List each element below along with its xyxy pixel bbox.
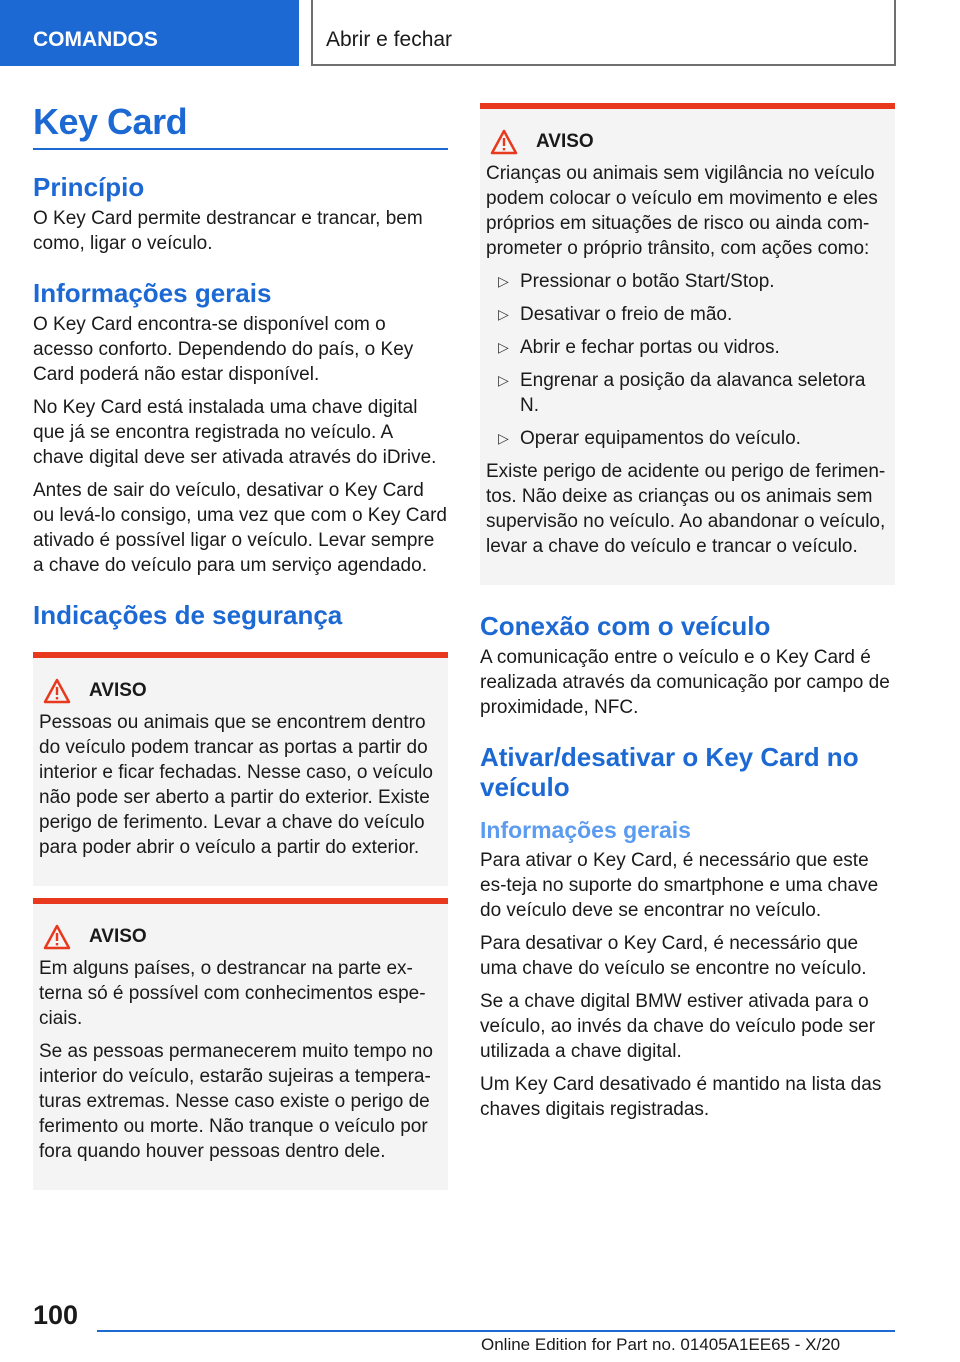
conexao-text: A comunicação entre o veículo e o Key Card é realizada através da comunicação por campo de proximidade, NFC.: [480, 647, 890, 718]
triangle-bullet-icon: ▷: [498, 273, 509, 289]
warning-title: AVISO: [89, 926, 147, 947]
warning-box-2: [33, 898, 448, 1190]
info-paragraph-1: O Key Card encontra-se disponível com o acesso conforto. Dependendo do país, o Key Card poderá não estar disponível.: [33, 314, 414, 385]
list-item: ▷ Pressionar o botão Start/Stop.: [486, 269, 889, 294]
info-paragraph-3: Antes de sair do veículo, desativar o Key Card ou levá-lo consigo, uma vez que com o Key Card ativado é possível ligar o veículo. Levar sempre a chave do veículo para um serviço agendado.: [33, 480, 447, 576]
warning-3-outro: Existe perigo de acidente ou perigo de ferimen-tos. Não deixe as crianças ou os animais sem supervisão no veículo. Ao abandonar o veículo, levar a chave do veículo e trancar o veículo.: [486, 461, 886, 557]
chapter-title: Abrir e fechar: [311, 0, 896, 66]
triangle-bullet-icon: ▷: [498, 372, 509, 388]
list-item: ▷ Engrenar a posição da alavanca seletora N.: [486, 368, 889, 418]
heading-seguranca: Indicações de segurança: [33, 600, 343, 630]
footer-divider: [97, 1330, 895, 1332]
subheading-info-gerais: Informações gerais: [480, 817, 691, 843]
warning-triangle-icon: [43, 924, 71, 950]
ativar-paragraph-3: Se a chave digital BMW estiver ativada para o veículo, ao invés da chave do veículo pode ser utilizada a chave digital.: [480, 991, 876, 1062]
list-item: ▷ Abrir e fechar portas ou vidros.: [486, 335, 889, 360]
triangle-bullet-icon: ▷: [498, 430, 509, 446]
warning-triangle-icon: [490, 129, 518, 155]
warning-1-text: Pessoas ou animais que se encontrem dentro do veículo podem trancar as portas a partir do interior e ficar fechadas. Nesse caso, o veículo não pode ser aberto a partir do exterior. Existe perigo de ferimento. Levar a chave do veículo para poder abrir o veículo a partir do exterior.: [39, 712, 433, 858]
info-paragraph-2: No Key Card está instalada uma chave digital que já se encontra registrada no veículo. A chave digital deve ser ativada através do iDrive.: [33, 397, 437, 468]
warning-2-paragraph-1: Em alguns países, o destrancar na parte ex-terna só é possível com conhecimentos espe-ciais.: [39, 958, 426, 1029]
warning-3-intro: Crianças ou animais sem vigilância no veículo podem colocar o veículo em movimento e eles próprios em situações de risco ou ainda com-prometer o próprio trânsito, com ações como:: [486, 163, 878, 259]
warning-2-paragraph-2: Se as pessoas permanecerem muito tempo no interior do veículo, estarão sujeiras a tempera-turas extremas. Nesse caso existe o perigo de ferimento ou morte. Não tranque o veículo por fora quando houver pessoas dentro dele.: [39, 1041, 433, 1162]
left-column: [33, 100, 448, 1190]
principio-text: O Key Card permite destrancar e trancar, bem como, ligar o veículo.: [33, 208, 423, 254]
ativar-paragraph-2: Para desativar o Key Card, é necessário que uma chave do veículo se encontre no veículo.: [480, 933, 867, 979]
warning-triangle-icon: [43, 678, 71, 704]
warning-box-3: [480, 103, 895, 585]
heading-principio: Princípio: [33, 172, 145, 202]
edition-note: Online Edition for Part no. 01405A1EE65 - X/20: [481, 1335, 841, 1354]
heading-ativar: Ativar/desativar o Key Card no veículo: [480, 742, 859, 802]
ativar-paragraph-4: Um Key Card desativado é mantido na lista das chaves digitais registradas.: [480, 1074, 882, 1120]
page-title: Key Card: [33, 100, 448, 150]
right-column: [480, 103, 895, 1130]
heading-info-gerais: Informações gerais: [33, 278, 272, 308]
section-tab: COMANDOS: [0, 0, 299, 66]
triangle-bullet-icon: ▷: [498, 339, 509, 355]
page-number: 100: [33, 1300, 79, 1330]
warning-box-1: [33, 652, 448, 886]
triangle-bullet-icon: ▷: [498, 306, 509, 322]
list-item: ▷ Desativar o freio de mão.: [486, 302, 889, 327]
warning-title: AVISO: [89, 680, 147, 701]
warning-title: AVISO: [536, 131, 594, 152]
list-item: ▷ Operar equipamentos do veículo.: [486, 426, 889, 451]
ativar-paragraph-1: Para ativar o Key Card, é necessário que este es-teja no suporte do smartphone e uma chave do veículo deve se encontrar no veículo.: [480, 850, 879, 921]
heading-conexao: Conexão com o veículo: [480, 611, 771, 641]
